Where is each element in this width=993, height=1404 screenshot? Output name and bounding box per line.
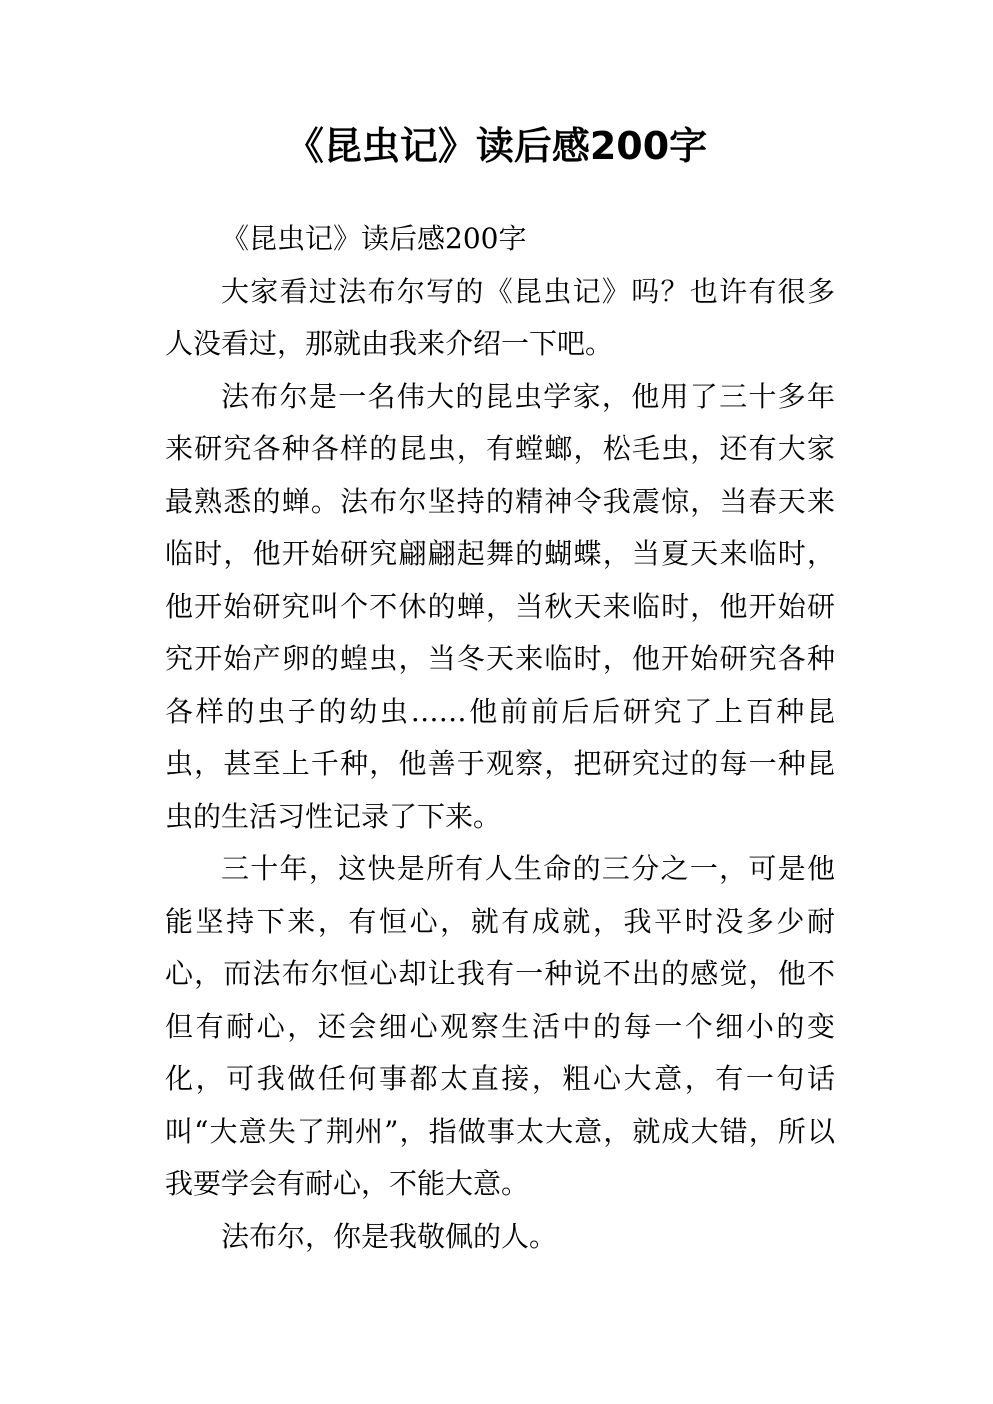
paragraph-subtitle: 《昆虫记》读后感200字 bbox=[221, 222, 527, 255]
paragraph-conclusion: 法布尔，你是我敬佩的人。 bbox=[221, 1219, 558, 1253]
paragraph-reflection: 三十年，这快是所有人生命的三分之一，可是他能坚持下来，有恒心，就有成就，我平时没多少耐心，而法布尔恒心却让我有一种说不出的感觉，他不但有耐心，还会细心观察生活中的每一个细小的变化，可我做任何事都太直接，粗心大意，有一句话叫“大意失了荆州”，指做事太大意，就成大错，所以我要学会有耐心，不能大意。 bbox=[165, 852, 835, 1200]
paragraph-fabre-research: 法布尔是一名伟大的昆虫学家，他用了三十多年来研究各种各样的昆虫，有螳螂，松毛虫，还有大家最熟悉的蝉。法布尔坚持的精神令我震惊，当春天来临时，他开始研究翩翩起舞的蝴蝶，当夏天来临时，他开始研究叫个不休的蝉，当秋天来临时，他开始研究开始产卵的蝗虫，当冬天来临时，他开始研究各种各样的虫子的幼虫……他前前后后研究了上百种昆虫，甚至上千种，他善于观察，把研究过的每一种昆虫的生活习性记录了下来。 bbox=[165, 379, 835, 833]
paragraph-intro: 大家看过法布尔写的《昆虫记》吗？也许有很多人没看过，那就由我来介绍一下吧。 bbox=[165, 274, 835, 360]
document-body bbox=[165, 213, 835, 1263]
document-title: 《昆虫记》读后感200字 bbox=[285, 124, 708, 168]
